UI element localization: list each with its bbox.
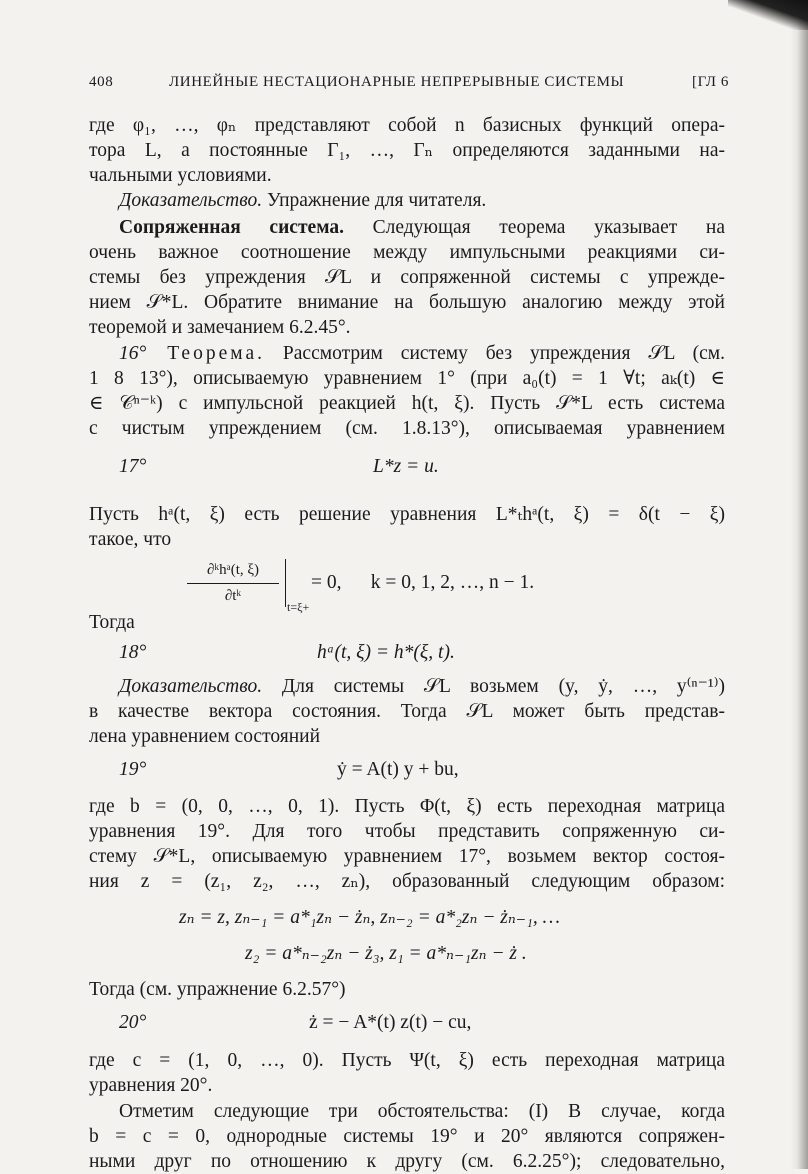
- text-line: теоремой и замечанием 6.2.45°.: [89, 317, 351, 338]
- evaluation-subscript: t=ξ+: [287, 600, 310, 614]
- text-line: уравнения 19°. Для того чтобы представить сопряженную си-: [89, 821, 725, 842]
- text-line: уравнения 20°.: [89, 1075, 213, 1096]
- proof-text: Упражнение для читателя.: [262, 190, 487, 211]
- fraction-denominator: ∂tᵏ: [224, 588, 242, 604]
- text-line: нием 𝒮*L. Обратите внимание на большую аналогию между этой: [89, 292, 725, 313]
- theorem-label: Теорема.: [146, 343, 265, 364]
- text-line: ∈ 𝒞ⁿ⁻ᵏ) с импульсной реакцией h(t, ξ). Пусть 𝒮*L есть система: [89, 393, 725, 414]
- text-line: Тогда: [89, 612, 135, 633]
- equation-20: ż = − A*(t) z(t) − cu,: [309, 1012, 472, 1033]
- text-fragment: Для системы 𝒮L возьмем (y, ẏ, …, y⁽ⁿ⁻¹⁾): [262, 676, 725, 697]
- equation-label: 18°: [119, 642, 147, 663]
- text-line: тора L, а постоянные Γ₁, …, Γₙ определяются заданными на-: [89, 140, 725, 161]
- text-line: чальными условиями.: [89, 165, 272, 186]
- equation-19: ẏ = A(t) y + bu,: [337, 759, 459, 780]
- section-heading-line: [119, 216, 725, 240]
- text-line: где b = (0, 0, …, 0, 1). Пусть Φ(t, ξ) есть переходная матрица: [89, 796, 725, 817]
- text-line: где c = (1, 0, …, 0). Пусть Ψ(t, ξ) есть переходная матрица: [89, 1050, 725, 1071]
- text-fragment: Следующая теорема указывает на: [343, 217, 725, 238]
- theorem-number: 16°: [119, 343, 147, 364]
- text-line: стему 𝒮*L, описываемую уравнением 17°, возьмем вектор состоя-: [89, 846, 725, 867]
- proof-label: Доказательство.: [119, 676, 263, 697]
- text-line: 1 8 13°), описываемую уравнением 1° (при a₀(t) = 1 ∀t; aₖ(t) ∈: [89, 368, 725, 389]
- proof-line: [119, 189, 486, 213]
- text-line: Пусть hᵃ(t, ξ) есть решение уравнения L*ₜhᵃ(t, ξ) = δ(t − ξ): [89, 504, 725, 525]
- equation-label: 19°: [119, 759, 147, 780]
- evaluation-bar: [285, 559, 286, 607]
- text-line: b = c = 0, однородные системы 19° и 20° являются сопряжен-: [89, 1126, 725, 1147]
- equation-label: 17°: [119, 456, 147, 477]
- equation-label: 20°: [119, 1012, 147, 1033]
- text-line: где φ₁, …, φₙ представляют собой n базисных функций опера-: [89, 115, 725, 136]
- proof-line: [119, 675, 725, 699]
- equation-17: L*z = u.: [373, 456, 439, 477]
- condition-rest: = 0, k = 0, 1, 2, …, n − 1.: [311, 572, 535, 593]
- text-line: с чистым упреждением (см. 1.8.13°), описываемая уравнением: [89, 418, 725, 439]
- text-line: ния z = (z₁, z₂, …, zₙ), образованный следующим образом:: [89, 871, 725, 892]
- text-line: в качестве вектора состояния. Тогда 𝒮L может быть представ-: [89, 701, 725, 722]
- equation-18: hᵃ(t, ξ) = h*(ξ, t).: [317, 642, 455, 663]
- fraction-numerator: ∂ᵏhᵃ(t, ξ): [206, 562, 260, 578]
- text-line: стемы без упреждения 𝒮L и сопряженной системы с упрежде-: [89, 267, 725, 288]
- text-line: очень важное соотношение между импульсными реакциями си-: [89, 242, 725, 263]
- text-line: такое, что: [89, 529, 172, 550]
- page-edge-shadow: [790, 0, 808, 1169]
- text-line: ными друг по отношению к другу (см. 6.2.25°); следовательно,: [89, 1151, 725, 1172]
- proof-label: Доказательство.: [119, 190, 263, 211]
- fraction-bar: [187, 583, 279, 584]
- running-title: ЛИНЕЙНЫЕ НЕСТАЦИОНАРНЫЕ НЕПРЕРЫВНЫЕ СИСТЕМЫ: [169, 74, 625, 90]
- chapter-marker: [ГЛ 6: [692, 74, 729, 90]
- page-corner-shadow: [728, 0, 808, 30]
- text-line: лена уравнением состояний: [89, 726, 321, 747]
- state-definition-2: z₂ = a*ₙ₋₂zₙ − ż₃, z₁ = a*ₙ₋₁zₙ − ż .: [245, 943, 527, 964]
- theorem-line: [119, 342, 725, 366]
- text-line: Тогда (см. упражнение 6.2.57°): [89, 979, 346, 1000]
- section-heading: Сопряженная система.: [119, 217, 344, 238]
- page-number: 408: [89, 74, 114, 90]
- text-fragment: Рассмотрим систему без упреждения 𝒮L (см.: [264, 343, 726, 364]
- text-line: Отметим следующие три обстоятельства: (I) В случае, когда: [119, 1101, 725, 1122]
- state-definition-1: zₙ = z, zₙ₋₁ = a*₁zₙ − żₙ, zₙ₋₂ = a*₂zₙ − żₙ₋₁, …: [179, 907, 560, 928]
